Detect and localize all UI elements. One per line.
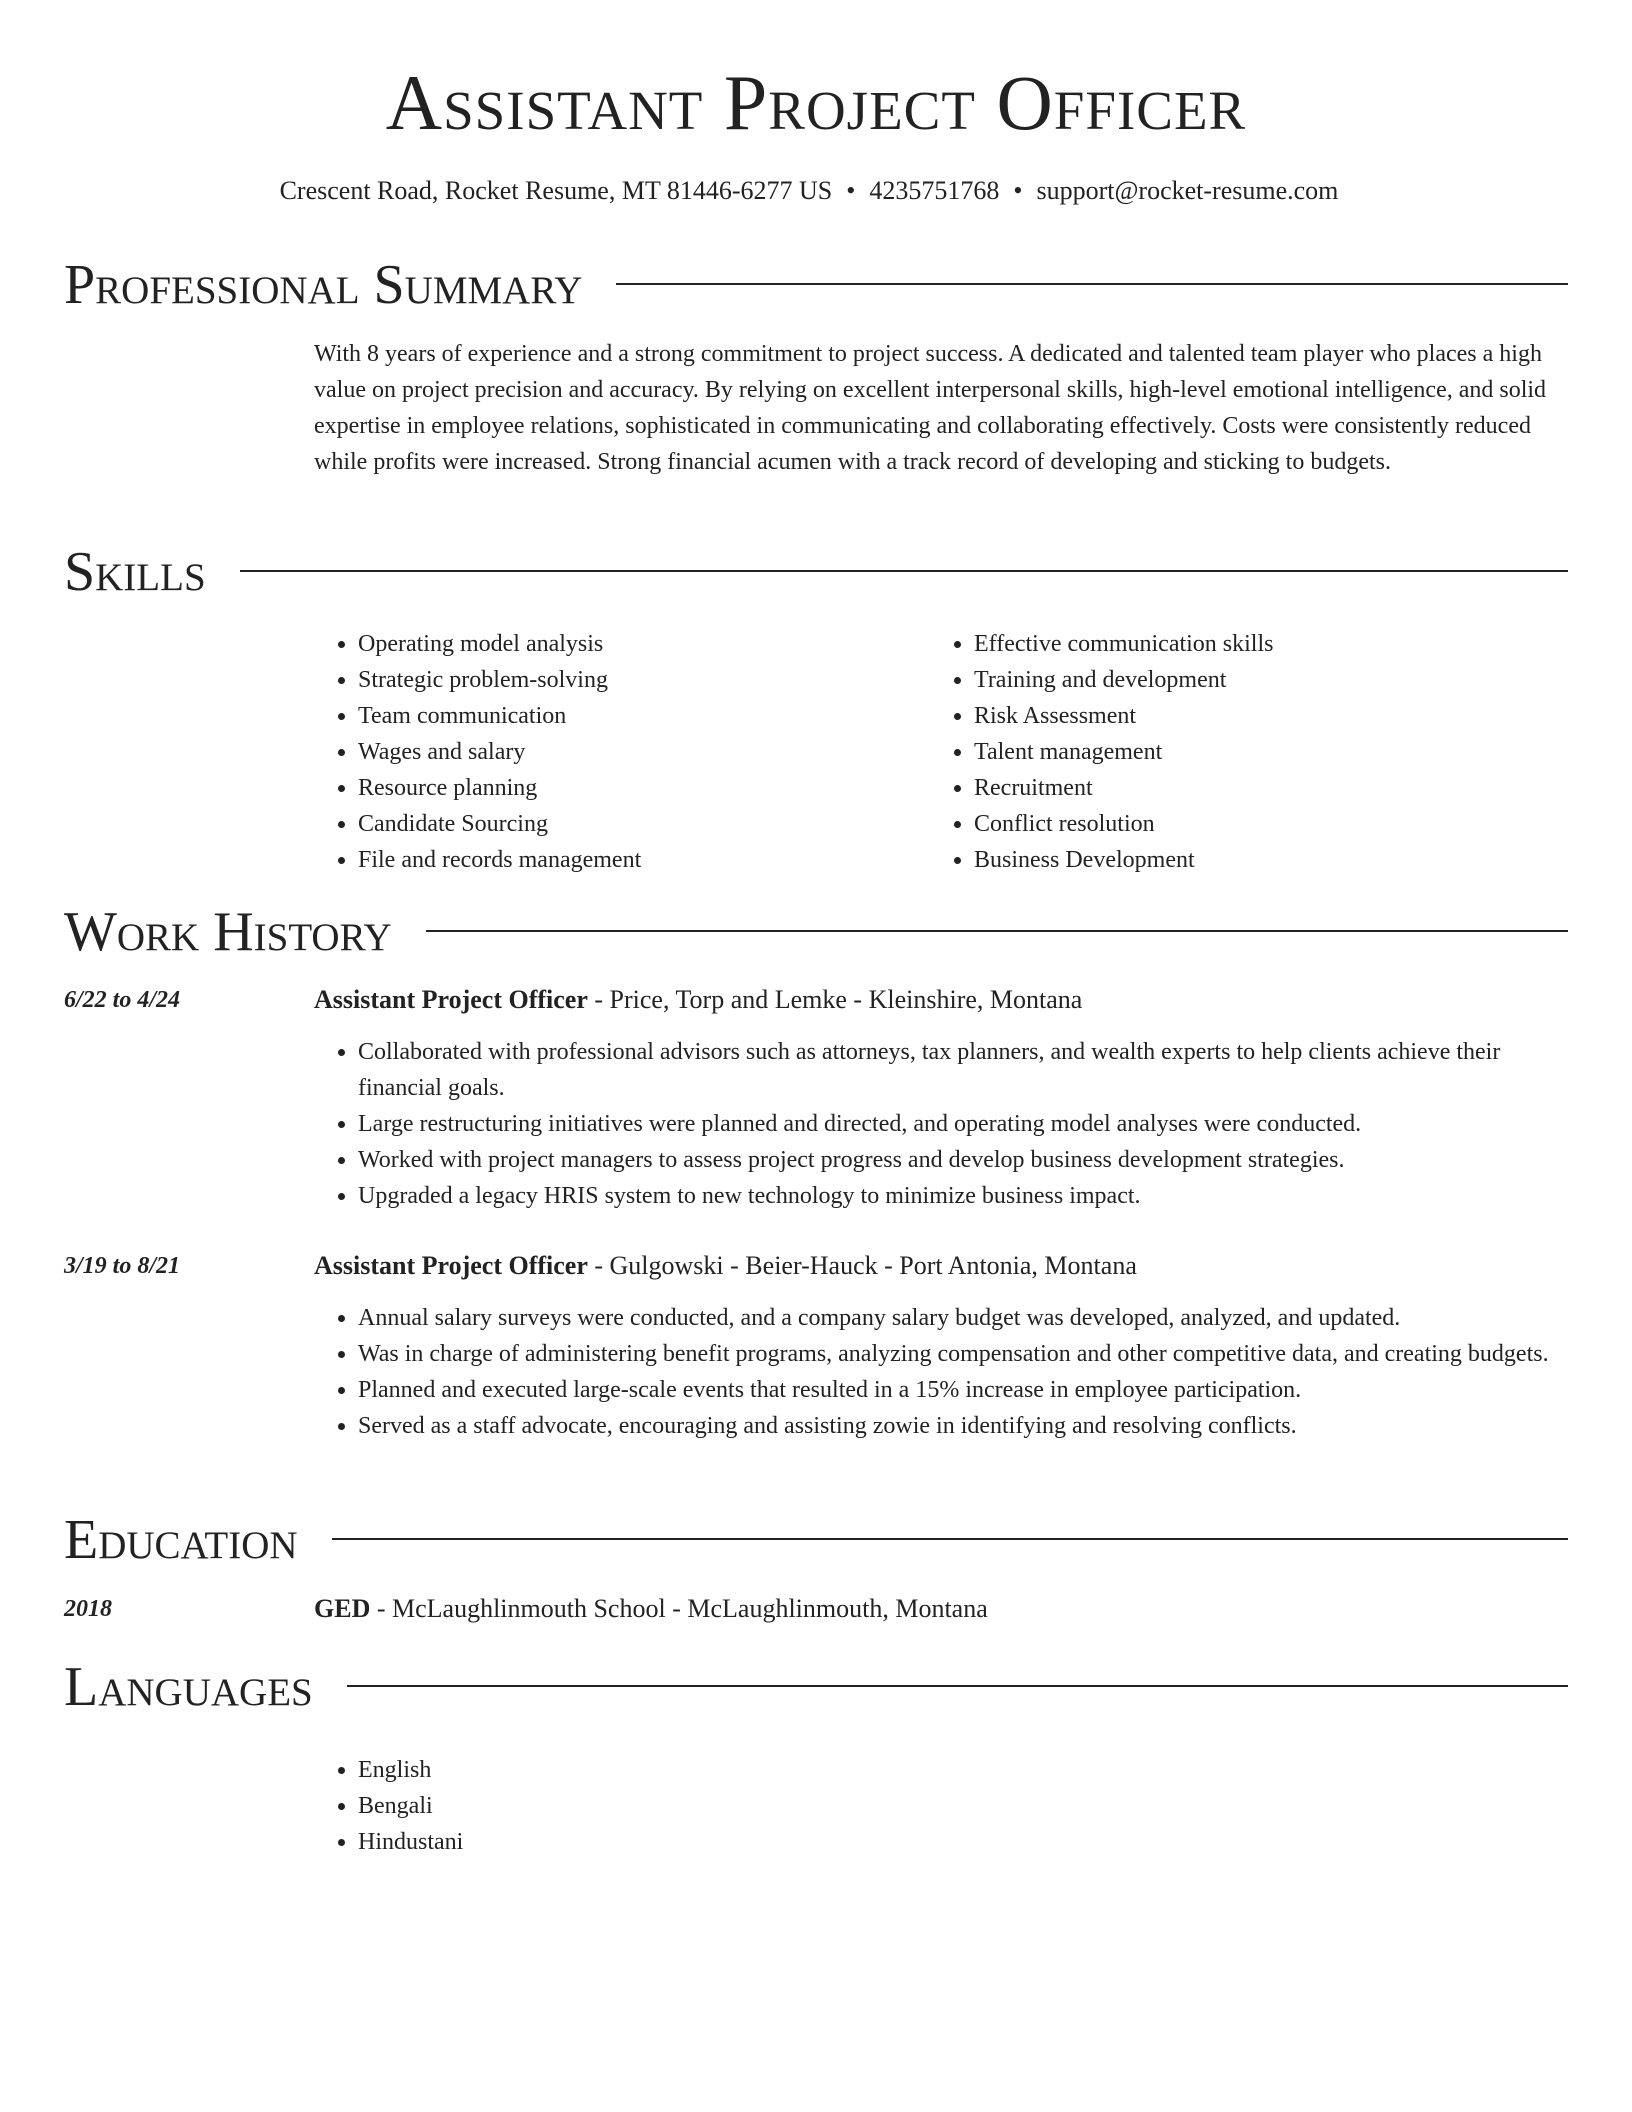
job-bullet: • Large restructuring initiatives were planned and directed, and operating model analyses were conducted.	[358, 1106, 1568, 1142]
job-role: Assistant Project Officer	[314, 985, 588, 1014]
skill-item: • Resource planning	[358, 770, 914, 806]
job-employer: - Price, Torp and Lemke - Kleinshire, Montana	[587, 985, 1083, 1014]
skill-item: • Business Development	[974, 842, 1530, 878]
education-section-header	[64, 1505, 1568, 1575]
job-bullets	[314, 1034, 1568, 1214]
section-title-skills: Skills	[64, 541, 206, 603]
work-section-header	[64, 897, 1568, 967]
section-divider	[240, 570, 1568, 572]
job-bullet: • Collaborated with professional advisors such as attorneys, tax planners, and wealth experts to help clients achieve their financial goals.	[358, 1034, 1568, 1106]
contact-line	[0, 174, 1618, 208]
skills-section-header	[64, 537, 1568, 607]
job-dates: 3/19 to 8/21	[64, 1253, 181, 1279]
skill-item: • Talent management	[974, 734, 1530, 770]
languages-list	[314, 1752, 914, 1860]
job-employer: - Gulgowski - Beier-Hauck - Port Antonia, Montana	[587, 1251, 1137, 1280]
skill-item: • Operating model analysis	[358, 626, 914, 662]
contact-email: support@rocket-resume.com	[1036, 176, 1339, 205]
contact-separator: •	[1013, 176, 1023, 205]
job-bullet: • Worked with project managers to assess project progress and develop business development strategies.	[358, 1142, 1568, 1178]
section-title-languages: Languages	[64, 1656, 313, 1718]
section-divider	[616, 283, 1568, 285]
languages-section-header	[64, 1652, 1568, 1722]
language-item: • Hindustani	[358, 1824, 914, 1860]
job-bullets	[314, 1300, 1568, 1444]
section-divider	[426, 930, 1568, 932]
education-entry	[314, 1591, 1568, 1627]
skill-item: • Candidate Sourcing	[358, 806, 914, 842]
section-title-education: Education	[64, 1509, 298, 1571]
job-bullet: • Annual salary surveys were conducted, and a company salary budget was developed, analyzed, and updated.	[358, 1300, 1568, 1336]
summary-text: With 8 years of experience and a strong commitment to project success. A dedicated and talented team player who places a high value on project precision and accuracy. By relying on excellent interpersonal skills, high-level emotional intelligence, and solid expertise in employee relations, sophisticated in communicating and collaborating effectively. Costs were consistently reduced while profits were increased. Strong financial acumen with a track record of developing and sticking to budgets.	[314, 341, 1547, 475]
section-divider	[332, 1538, 1568, 1540]
education-school: - McLaughlinmouth School - McLaughlinmouth, Montana	[370, 1594, 988, 1623]
job-heading	[314, 982, 1568, 1018]
job-bullet: • Was in charge of administering benefit programs, analyzing compensation and other competitive data, and creating budgets.	[358, 1336, 1568, 1372]
skill-item: • File and records management	[358, 842, 914, 878]
job-role: Assistant Project Officer	[314, 1251, 588, 1280]
contact-address: Crescent Road, Rocket Resume, MT 81446-6277 US	[279, 176, 833, 205]
candidate-name: Assistant Project Officer	[385, 59, 1247, 146]
skills-column-left	[314, 626, 914, 878]
skills-column-right	[930, 626, 1530, 878]
education-degree: GED	[314, 1594, 371, 1623]
skill-item: • Training and development	[974, 662, 1530, 698]
skill-item: • Wages and salary	[358, 734, 914, 770]
skill-item: • Team communication	[358, 698, 914, 734]
skill-item: • Strategic problem-solving	[358, 662, 914, 698]
skill-item: • Effective communication skills	[974, 626, 1530, 662]
job-dates: 6/22 to 4/24	[64, 987, 181, 1013]
job-bullet: • Upgraded a legacy HRIS system to new technology to minimize business impact.	[358, 1178, 1568, 1214]
education-year: 2018	[64, 1596, 112, 1622]
skill-item: • Recruitment	[974, 770, 1530, 806]
section-title-summary: Professional Summary	[64, 254, 583, 316]
job-bullet: • Served as a staff advocate, encouraging and assisting zowie in identifying and resolving conflicts.	[358, 1408, 1568, 1444]
contact-separator: •	[846, 176, 856, 205]
contact-phone: 4235751768	[869, 176, 1000, 205]
job-heading	[314, 1248, 1568, 1284]
language-item: • English	[358, 1752, 914, 1788]
summary-section-header	[64, 250, 1568, 320]
section-title-work: Work History	[64, 901, 392, 963]
section-divider	[347, 1685, 1568, 1687]
skill-item: • Risk Assessment	[974, 698, 1530, 734]
skill-item: • Conflict resolution	[974, 806, 1530, 842]
language-item: • Bengali	[358, 1788, 914, 1824]
job-bullet: • Planned and executed large-scale events that resulted in a 15% increase in employee participation.	[358, 1372, 1568, 1408]
